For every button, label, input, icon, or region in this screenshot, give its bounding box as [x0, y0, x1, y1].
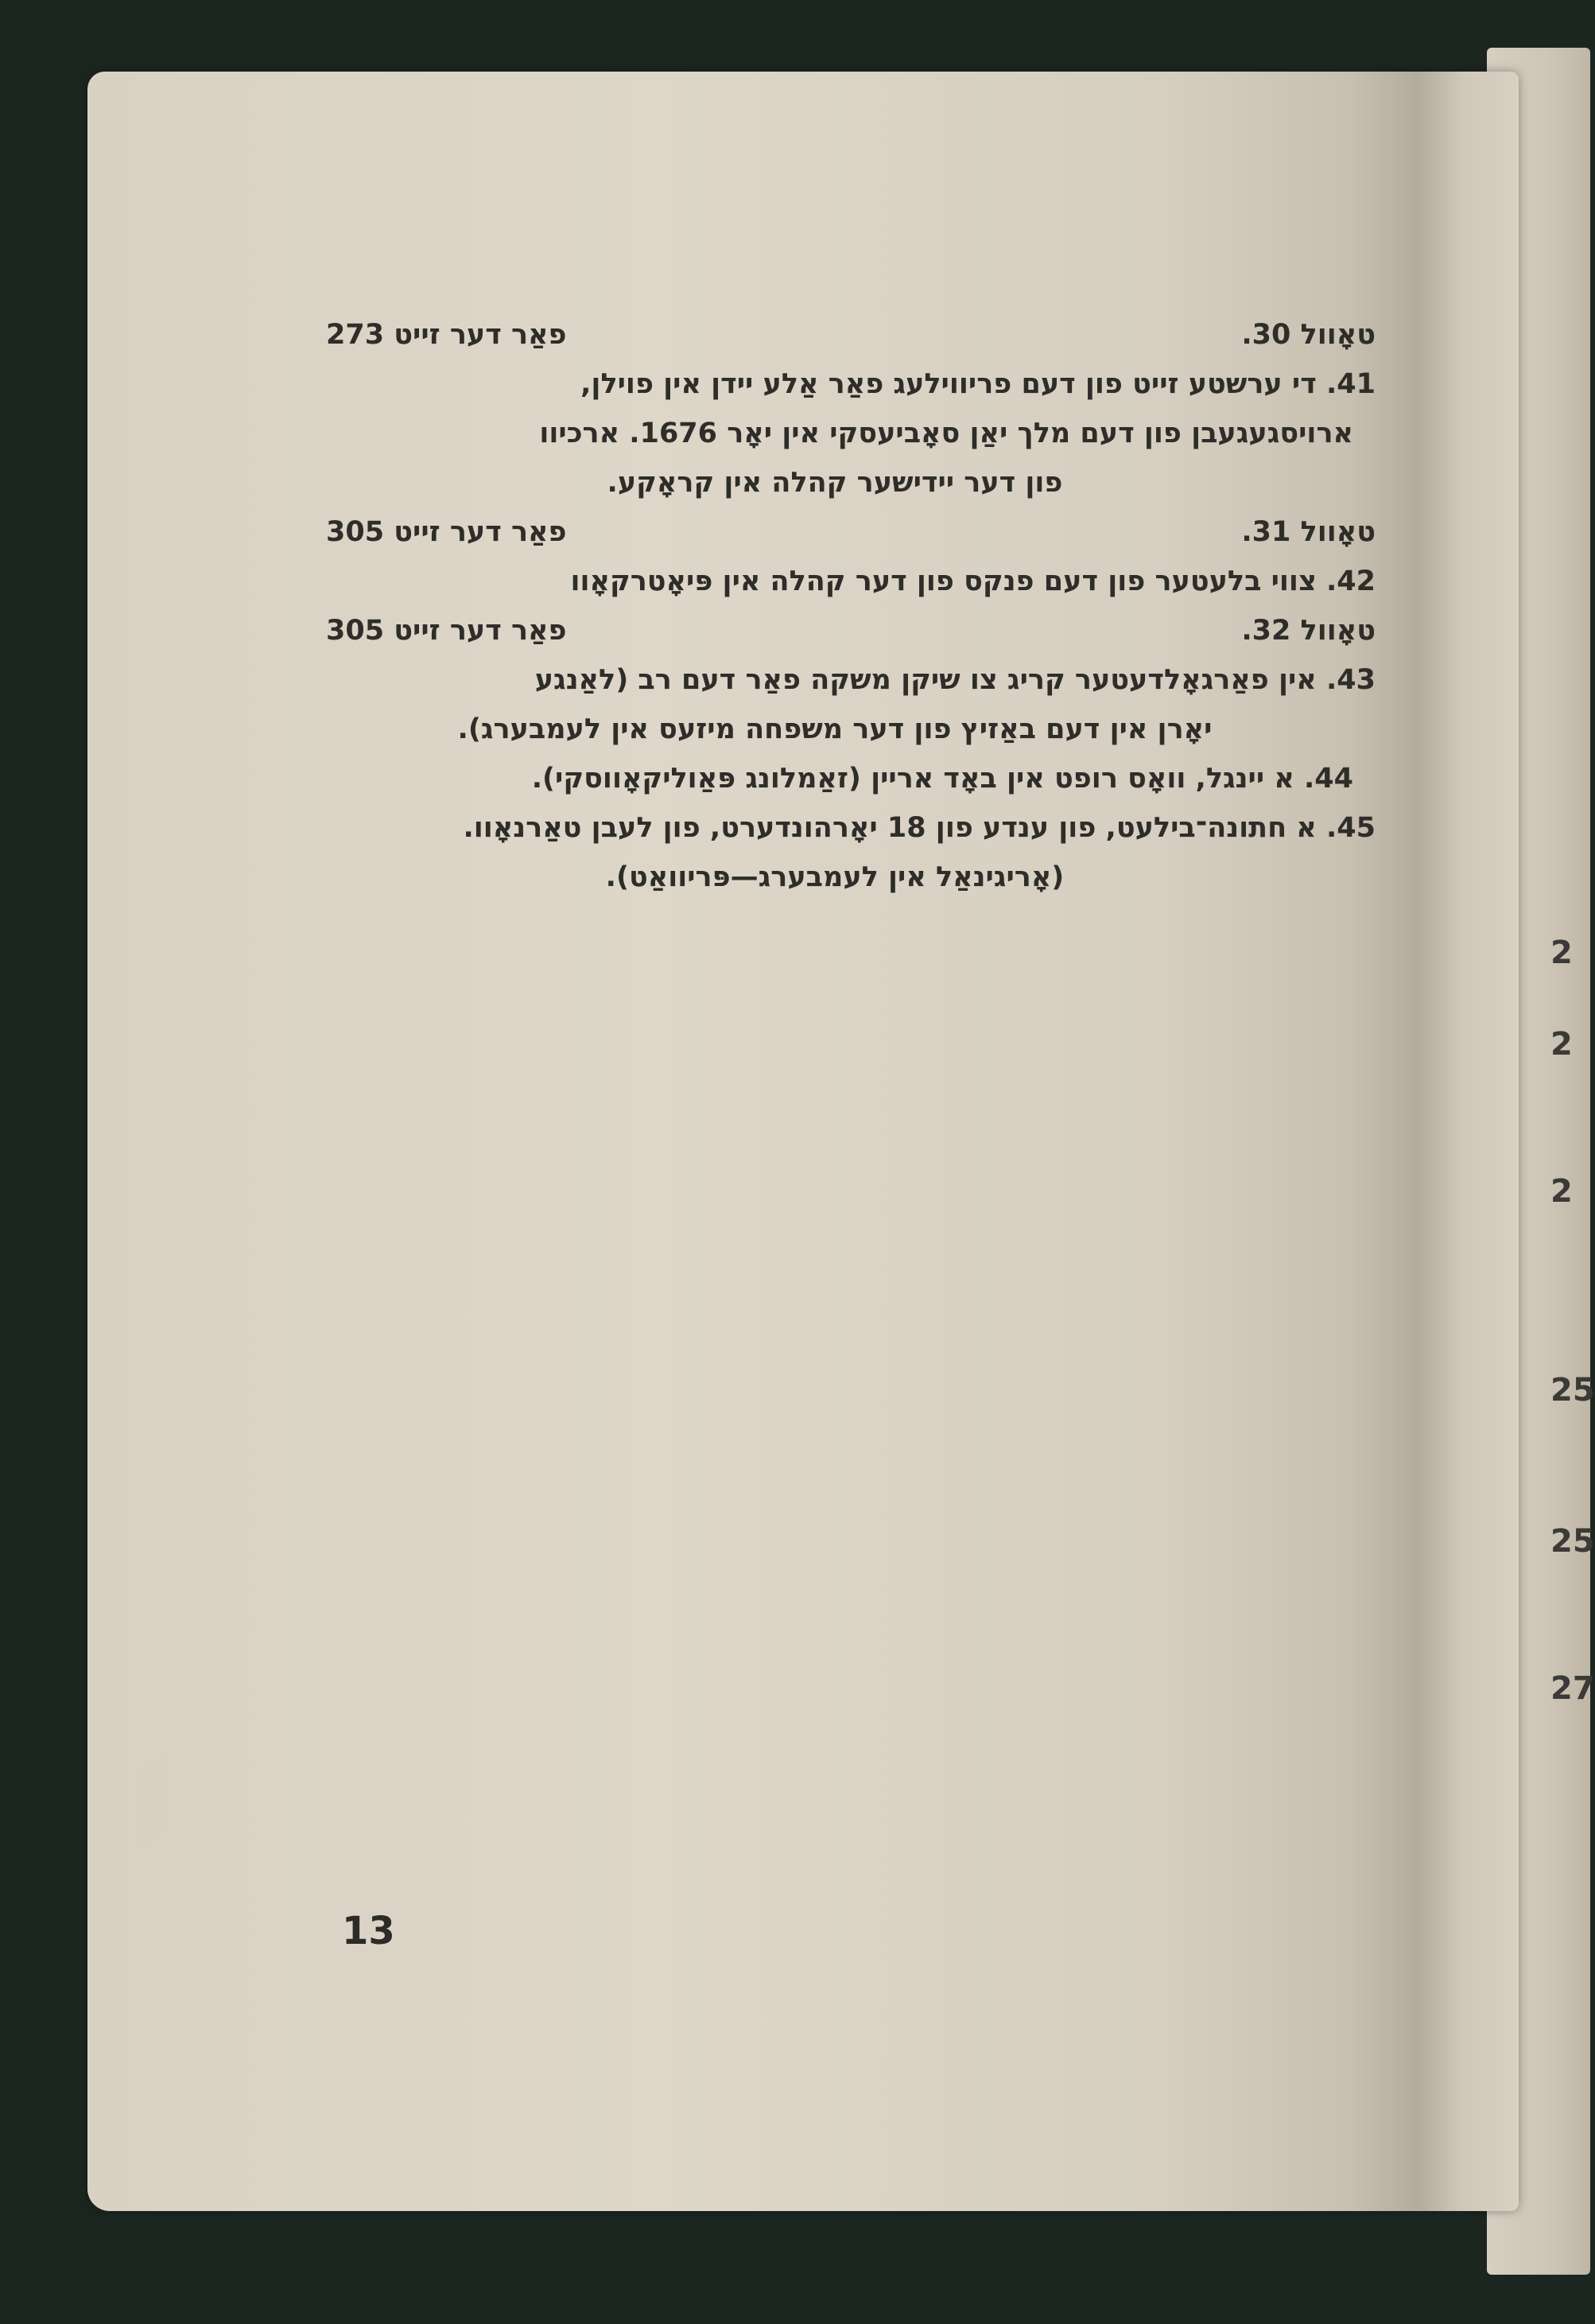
plate-label: טאָוול 30.: [1241, 319, 1376, 351]
plate-heading: [294, 310, 1376, 359]
plate-label: טאָוול 31.: [1241, 516, 1376, 548]
caption-list: [294, 310, 1376, 902]
caption-line: 42. צווי בלעטער פון דעם פנקס פון דער קהלה אין פּיאָטרקאָוו: [570, 565, 1376, 597]
caption-line: ארויסגעגעבן פון דעם מלך יאַן סאָביעסקי אין יאָר 1676. ארכיוו: [539, 418, 1353, 449]
caption-line: פון דער יידישער קהלה אין קראָקע.: [607, 467, 1063, 499]
plate-heading: [294, 507, 1376, 557]
caption-line: 43. אין פאַרגאָלדעטער קריג צו שיקן משקה פאַר דעם רב (לאַנגע: [534, 664, 1376, 696]
adjacent-page-number: 25: [1550, 1372, 1595, 1409]
adjacent-page-number: 25: [1550, 1523, 1595, 1560]
caption-line: 41. די ערשטע זייט פון דעם פריווילעג פאַר אַלע יידן אין פוילן,: [580, 368, 1376, 400]
adjacent-page-number: 2: [1550, 1026, 1573, 1063]
adjacent-page-numbers: [1550, 0, 1595, 2324]
adjacent-page-number: 27: [1550, 1670, 1595, 1707]
adjacent-page-number: 2: [1550, 1173, 1573, 1210]
plate-page-ref: פאַר דער זייט 305: [326, 516, 567, 548]
torn-paper-tab: [137, 1751, 169, 1853]
plate-label: טאָוול 32.: [1241, 615, 1376, 647]
caption-line: (אָריגינאַל אין לעמבערג—פּריוואַט).: [605, 861, 1065, 893]
caption-line: 44. א יינגל, וואָס רופט אין באָד אריין (זאַמלונג פּאַוליקאָווסקי).: [531, 763, 1353, 795]
plate-heading: [294, 606, 1376, 655]
page-number: 13: [342, 1909, 395, 1953]
plate-page-ref: פאַר דער זייט 305: [326, 615, 567, 647]
plate-page-ref: פאַר דער זייט 273: [326, 319, 567, 351]
caption-line: 45. א חתונה־בילעט, פון ענדע פון 18 יאָרהונדערט, פון לעבן טאַרנאָוו.: [463, 812, 1376, 844]
adjacent-page-number: 2: [1550, 935, 1573, 971]
caption-line: יאָרן אין דעם באַזיץ פון דער משפחה מיזעס אין לעמבערג).: [457, 713, 1213, 745]
